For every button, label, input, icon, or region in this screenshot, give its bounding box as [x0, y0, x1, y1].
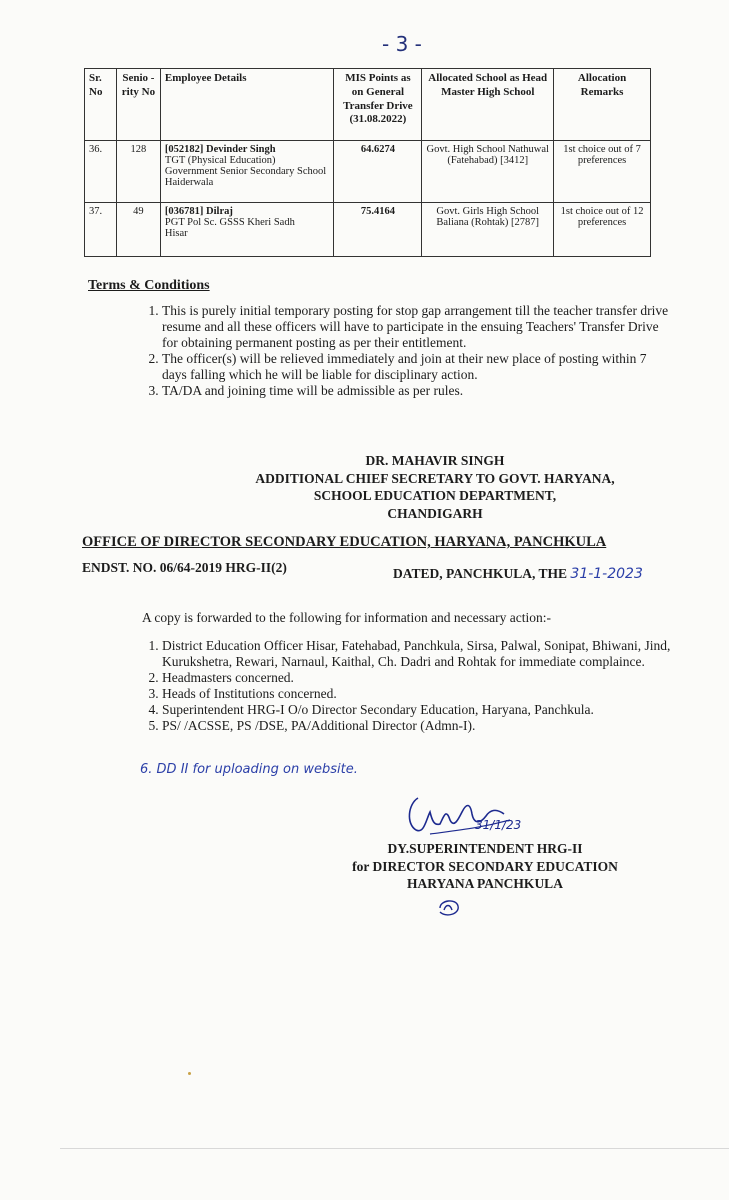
dy-superintendent-place: HARYANA PANCHKULA [407, 876, 563, 892]
employee-post: PGT Pol Sc. GSSS Kheri Sadh [164, 217, 295, 228]
dated-label: DATED, PANCHKULA, THE [393, 566, 568, 581]
header-employee-details: Employee Details [160, 69, 334, 141]
office-heading: OFFICE OF DIRECTOR SECONDARY EDUCATION, HARYANA, PANCHKULA [82, 534, 607, 550]
cell-allocated-school: Govt. Girls High School Baliana (Rohtak) [2787] [422, 203, 554, 257]
list-item: 3. Heads of Institutions concerned. [162, 686, 687, 702]
cell-remarks: 1st choice out of 12 preferences [554, 203, 651, 257]
cell-seniority: 49 [116, 203, 160, 257]
signature-date: 31/1/23 [475, 818, 522, 832]
signatory-block [200, 452, 670, 522]
cell-sr: 36. [85, 141, 117, 203]
copy-list [140, 638, 687, 734]
list-item: 4. Superintendent HRG-I O/o Director Secondary Education, Haryana, Panchkula. [162, 702, 687, 718]
employee-code-name: [036781] Dilraj [164, 206, 233, 217]
header-allocation-remarks: Allocation Remarks [554, 69, 651, 141]
scan-edge-line [60, 1148, 729, 1149]
terms-heading: Terms & Conditions [88, 278, 210, 293]
scan-speck [188, 1072, 191, 1075]
cell-seniority: 128 [116, 141, 160, 203]
initial-mark [434, 896, 464, 920]
cell-employee-details [160, 141, 334, 203]
signatory-department: SCHOOL EDUCATION DEPARTMENT, [313, 488, 557, 504]
employee-post: TGT (Physical Education) [164, 155, 276, 166]
dy-superintendent-for: for DIRECTOR SECONDARY EDUCATION [352, 858, 618, 874]
page-number: - 3 - [382, 32, 422, 56]
header-allocated-school: Allocated School as Head Master High School [422, 69, 554, 141]
employee-code-name: [052182] Devinder Singh [164, 144, 276, 155]
handwritten-copy-item: 6. DD II for uploading on website. [140, 762, 358, 777]
dy-superintendent-title: DY.SUPERINTENDENT HRG-II [387, 841, 583, 856]
table-row [85, 203, 651, 257]
signatory-city: CHANDIGARH [387, 505, 483, 521]
list-item: 2. Headmasters concerned. [162, 670, 687, 686]
cell-points: 75.4164 [334, 203, 422, 257]
cell-allocated-school: Govt. High School Nathuwal (Fatehabad) [3412] [422, 141, 554, 203]
allocation-table [84, 68, 651, 257]
signature [400, 790, 520, 842]
employee-school: Government Senior Secondary School Haiderwala [164, 166, 327, 188]
cell-remarks: 1st choice out of 7 preferences [554, 141, 651, 203]
header-seniority-no: Senio -rity No [116, 69, 160, 141]
list-item: 1. District Education Officer Hisar, Fatehabad, Panchkula, Sirsa, Palwal, Sonipat, Bhiwani, Jind, Kurukshetra, Rewari, Narnaul, Kaithal, Ch. Dadri and Rohtak for immediate complaince. [162, 638, 687, 670]
list-item: 1. This is purely initial temporary posting for stop gap arrangement till the teacher transfer drive resume and all these officers will have to participate in the ensuing Teachers' Transfer Drive for obtaining permanent posting as per their entitlement. [162, 303, 674, 351]
header-sr-no: Sr. No [85, 69, 117, 141]
employee-school: Hisar [164, 228, 188, 239]
list-item: 5. PS/ /ACSSE, PS /DSE, PA/Additional Director (Admn-I). [162, 718, 687, 734]
copy-intro: A copy is forwarded to the following for information and necessary action:- [142, 610, 552, 625]
cell-sr: 37. [85, 203, 117, 257]
list-item: 2. The officer(s) will be relieved immediately and join at their new place of posting within 7 days falling which he will be liable for disciplinary action. [162, 351, 674, 383]
endorsement-number: ENDST. NO. 06/64-2019 HRG-II(2) [82, 560, 287, 575]
cell-employee-details [160, 203, 334, 257]
dated-line [393, 566, 643, 582]
dy-superintendent-block [320, 840, 650, 893]
cell-points: 64.6274 [334, 141, 422, 203]
terms-list [138, 303, 674, 399]
list-item: 3. TA/DA and joining time will be admissible as per rules. [162, 383, 674, 399]
table-row [85, 141, 651, 203]
header-mis-points: MIS Points as on General Transfer Drive (31.08.2022) [334, 69, 422, 141]
handwritten-date: 31-1-2023 [570, 566, 643, 582]
signatory-designation: ADDITIONAL CHIEF SECRETARY TO GOVT. HARYANA, [255, 470, 615, 486]
signatory-name: DR. MAHAVIR SINGH [365, 453, 505, 468]
